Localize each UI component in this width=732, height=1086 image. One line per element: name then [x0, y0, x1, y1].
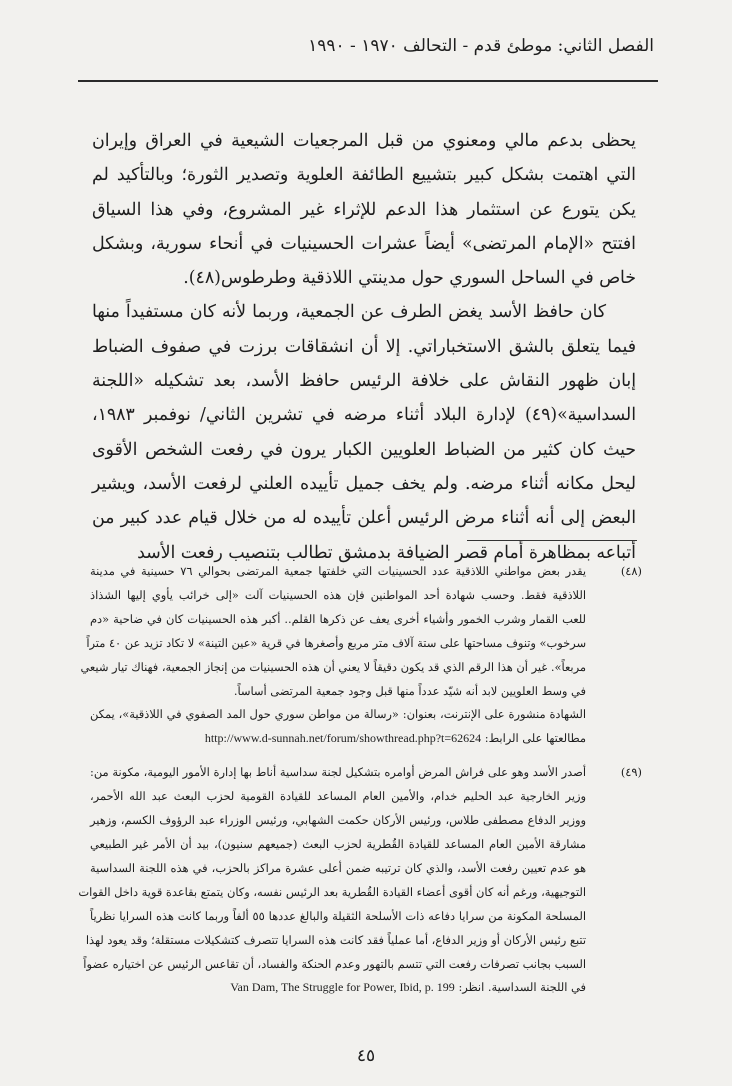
footnote-line: تتبع رئيس الأركان أو وزير الدفاع، أما عملياً فقد كانت هذه السرايا تتصرف كتشكيلات مستقلة؛ وقد يعود لهذا — [85, 932, 586, 947]
footnote-line: في وسط العلويين لابد أنه شيّد عدداً منها قبل وجود جمعية المرتضى أساساً. — [233, 683, 586, 698]
footnote-line — [90, 727, 586, 751]
body-text — [92, 124, 636, 570]
footnote-line: المسلحة المكونة من سرايا دفاعه ذات الأسلحة الثقيلة والبالغ عددها ٥٥ ألفاً وربما كانت هذه السرايا نظرياً — [90, 908, 586, 923]
footnote-48 — [80, 560, 642, 751]
footnote-line: الشهادة منشورة على الإنترنت، بعنوان: «رسالة من مواطن سوري حول المد الصفوي في اللاذقية»، يمكن — [90, 707, 586, 722]
footnote-line: للعب القمار وشرب الخمور وأشياء أخرى يعف عن ذكرها القلم.. أكبر هذه الحسينيات كان في ضاحية «دم — [90, 611, 586, 626]
footnote-line: اللاذقية فقط. وحسب شهادة أحد المواطنين فإن هذه الحسينيات آلت «إلى خرائب يأوي إليها الشذاذ — [90, 587, 586, 602]
footnote-line: هو عدم تعيين رفعت الأسد، والذي كان ترتيبه ضمن أعلى عشرة مراكز بالحزب، في هذه اللجنة السداسية — [90, 860, 586, 875]
footnote-line: يقدر بعض مواطني اللاذقية عدد الحسينيات التي خلفتها جمعية المرتضى بحوالي ٧٦ حسينية في مدينة — [90, 564, 586, 578]
footnote-line: التوجيهية، ورغم أنه كان أقوى أعضاء القيادة القُطرية بعد الرئيس نفسه، وكان يتمتع بقاعدة قوية داخل القوات — [78, 884, 586, 899]
footnote-text: في اللجنة السداسية. انظر: — [458, 980, 586, 995]
footnote-number: (٤٩) — [620, 765, 642, 780]
footnote-line: مربعاً». غير أن هذا الرقم الذي قد يكون دقيقاً لا يعني أن هذه الحسينيات من إنجاز الجمعية، فهناك تيار شيعي — [80, 659, 586, 674]
footnote-separator — [467, 540, 637, 541]
footnote-49 — [78, 761, 642, 1000]
footnote-line: سرخوب» وتنوف مساحتها على ستة آلاف متر مربع وأصغرها في قرية «عين التينة» لا تكاد تزيد عن ٤٠ متراً — [86, 635, 586, 650]
footnote-link[interactable]: http://www.d-sunnah.net/forum/showthread.php?t=62624 — [204, 731, 482, 746]
footnote-line: وزير الخارجية عبد الحليم خدام، والأمين العام المساعد للقيادة القومية لحزب البعث عبد الله الأحمر، — [90, 789, 586, 804]
footnote-line: السبب بجانب تصرفات رفعت التي تتسم بالتهور وعدم الحنكة والفساد، أن تقاعس الرئيس عن اختياره عضواً — [83, 956, 586, 971]
footnote-number: (٤٨) — [620, 564, 642, 578]
body-paragraph: كان حافظ الأسد يغض الطرف عن الجمعية، وربما لأنه كان مستفيداً منها فيما يتعلق بالشق الاستخباراتي. إلا أن انشقاقات برزت في صفوف الضباط إبان ظهور النقاش على خلافة الرئيس حافظ الأسد، بعد تشكيله «اللجنة السداسية»(٤٩) لإدارة البلاد أثناء مرضه في تشرين الثاني/ نوفمبر ١٩٨٣، حيث كان كثير من الضباط العلويين الكبار يرون في رفعت الشخص الأقوى ليحل مكانه أثناء مرضه. ولم يخف جميل تأييده العلني لرفعت الأسد، ويشير البعض إلى أنه أثناء مرض الرئيس أعلن تأييده له من خلال قيام عدد كبير من أتباعه بمظاهرة أمام قصر الضيافة بدمشق تطالب بتنصيب رفعت الأسد — [92, 302, 636, 563]
page-number: ٤٥ — [356, 1046, 376, 1066]
header-rule — [78, 80, 658, 82]
footnote-line: مشارقة الأمين العام المساعد للقيادة القُطرية لحزب البعث (جميعهم سنيون)، بيد أن الأمر غير الطبيعي — [90, 836, 586, 851]
running-header: الفصل الثاني: موطئ قدم - التحالف ١٩٧٠ - ١٩٩٠ — [308, 36, 654, 56]
footnote-line — [90, 976, 586, 1000]
footnote-reference: Van Dam, The Struggle for Power, Ibid, p. 199 — [230, 980, 455, 995]
body-paragraph: يحظى بدعم مالي ومعنوي من قبل المرجعيات الشيعية في العراق وإيران التي اهتمت بشكل كبير بتشييع الطائفة العلوية وتصدير الثورة؛ وبالتأكيد لم يكن يتورع عن استثمار هذا الدعم للإثراء غير المشروع، وفي هذا السياق افتتح «الإمام المرتضى» أيضاً عشرات الحسينيات في أنحاء سورية، وبشكل خاص في الساحل السوري حول مدينتي اللاذقية وطرطوس(٤٨). — [92, 131, 636, 289]
footnote-text: مطالعتها على الرابط: — [484, 731, 586, 746]
footnote-line: ووزير الدفاع مصطفى طلاس، ورئيس الأركان حكمت الشهابي، ورئيس الوزراء عبد الرؤوف الكسم، وزهير — [90, 813, 586, 828]
footnote-line: أصدر الأسد وهو على فراش المرض أوامره بتشكيل لجنة سداسية أناط بها إدارة الأمور اليومية، مكونة من: — [90, 765, 586, 780]
footnotes — [78, 560, 642, 1000]
